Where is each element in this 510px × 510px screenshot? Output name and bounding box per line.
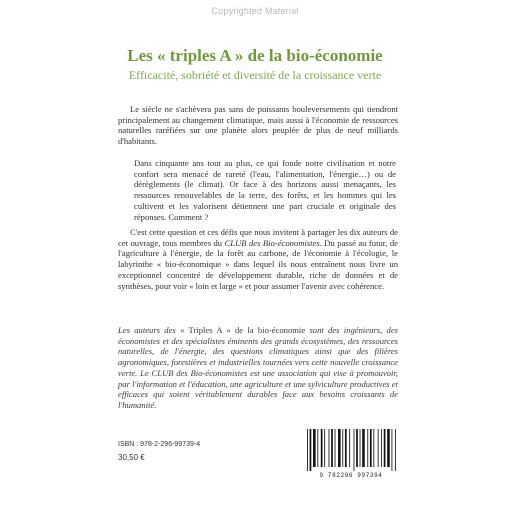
barcode-bar bbox=[321, 429, 323, 467]
barcode-bar bbox=[342, 429, 343, 467]
barcode-bar bbox=[317, 429, 318, 467]
barcode-bar bbox=[313, 429, 316, 467]
barcode-bar bbox=[349, 429, 350, 467]
paragraph-authors-invite-start: C'est cette question et ces défis que nous invitent à partager les dix auteurs de cet ouvrage, tous membres du bbox=[118, 227, 398, 248]
barcode-bar bbox=[378, 429, 379, 467]
about-authors-body: sont des ingénieurs, des économistes et des spécialistes éminents des grands écosystèmes, des ressources naturelles, de l'énergie, des questions climatiques ainsi que des filières agronomiques, forestières et industrielles tournées vers cette nouvelle croissance verte. Le CLUB des Bio-économistes est une association qui vise à promouvoir, par l'information et l'éducation, une agriculture et une sylviculture productives et efficaces qui soient véritablement durables face aux besoins croissants de l'humanité. bbox=[118, 325, 398, 410]
about-authors-lead: Les auteurs des bbox=[118, 325, 181, 335]
club-name: CLUB des Bio-économistes bbox=[224, 237, 320, 248]
barcode-bar bbox=[387, 429, 390, 467]
barcode-bars bbox=[303, 429, 399, 471]
barcode-bar bbox=[367, 429, 368, 467]
barcode-bar bbox=[335, 429, 336, 467]
paragraph-intro: Le siècle ne s'achèvera pas sans de puissants bouleversements qui tiendront principalement au changement climatique, mais aussi à l'économie de ressources naturelles raréfiées sur une planète alors peuplée de plus de neuf milliards d'habitants. bbox=[118, 104, 398, 147]
barcode-bar bbox=[392, 429, 393, 471]
barcode-bar bbox=[360, 429, 361, 467]
price-label: 30,50 € bbox=[118, 453, 145, 462]
barcode-bar bbox=[354, 429, 355, 471]
isbn-label: ISBN : 978-2-296-99739-4 bbox=[118, 441, 201, 448]
paragraph-threats: Dans cinquante ans tout au plus, ce qui fonde notre civilisation et notre confort sera menacé de rareté (l'eau, l'alimentation, l'énergie…) ou de dérèglements (le climat). Or face à des horizons aussi menaçants, les ressources renouvelables de la terre, des forêts, et les hommes qui les cultivent et les valorisent détiennent une part cruciale et originale des réponses. Comment ? bbox=[134, 158, 396, 222]
barcode-bar bbox=[345, 429, 347, 467]
barcode-number: 9 782296 997394 bbox=[319, 472, 383, 479]
paragraph-about-authors bbox=[118, 325, 398, 411]
book-title: Les « triples A » de la bio-économie bbox=[127, 46, 383, 65]
barcode-bar bbox=[307, 429, 308, 471]
barcode-bar bbox=[338, 429, 341, 467]
barcode-bar bbox=[324, 429, 325, 467]
barcode-bar bbox=[370, 429, 372, 467]
about-authors-book-ref: « Triples A » bbox=[180, 325, 231, 335]
barcode-bar bbox=[329, 429, 330, 467]
barcode-bar bbox=[331, 429, 333, 467]
barcode-bar bbox=[362, 429, 365, 467]
paragraph-authors-invite-end: . Du passé au futur, de l'agriculture à l'énergie, de la forêt au carbone, de l'économie à l'écologie, le labyrinthe « bio-économique » dans lequel ils nous entraînent nous livre un exceptionnel concentré de développement durable, riche de données et de synthèses, pour voir « loin et large » et pour assumer l'avenir avec cohérence. bbox=[118, 237, 398, 291]
barcode-bar bbox=[356, 429, 358, 467]
barcode-bar bbox=[395, 429, 396, 471]
book-subtitle: Efficacité, sobriété et diversité de la croissance verte bbox=[128, 68, 382, 82]
copyright-watermark: Copyrighted Material bbox=[211, 6, 299, 16]
barcode-bar bbox=[384, 429, 386, 467]
barcode-bar bbox=[310, 429, 312, 471]
barcode-bar bbox=[381, 429, 382, 467]
paragraph-authors-invite bbox=[118, 227, 398, 291]
about-authors-book-ref-tail: de la bio-économie bbox=[230, 325, 310, 335]
barcode-bar bbox=[373, 429, 374, 467]
